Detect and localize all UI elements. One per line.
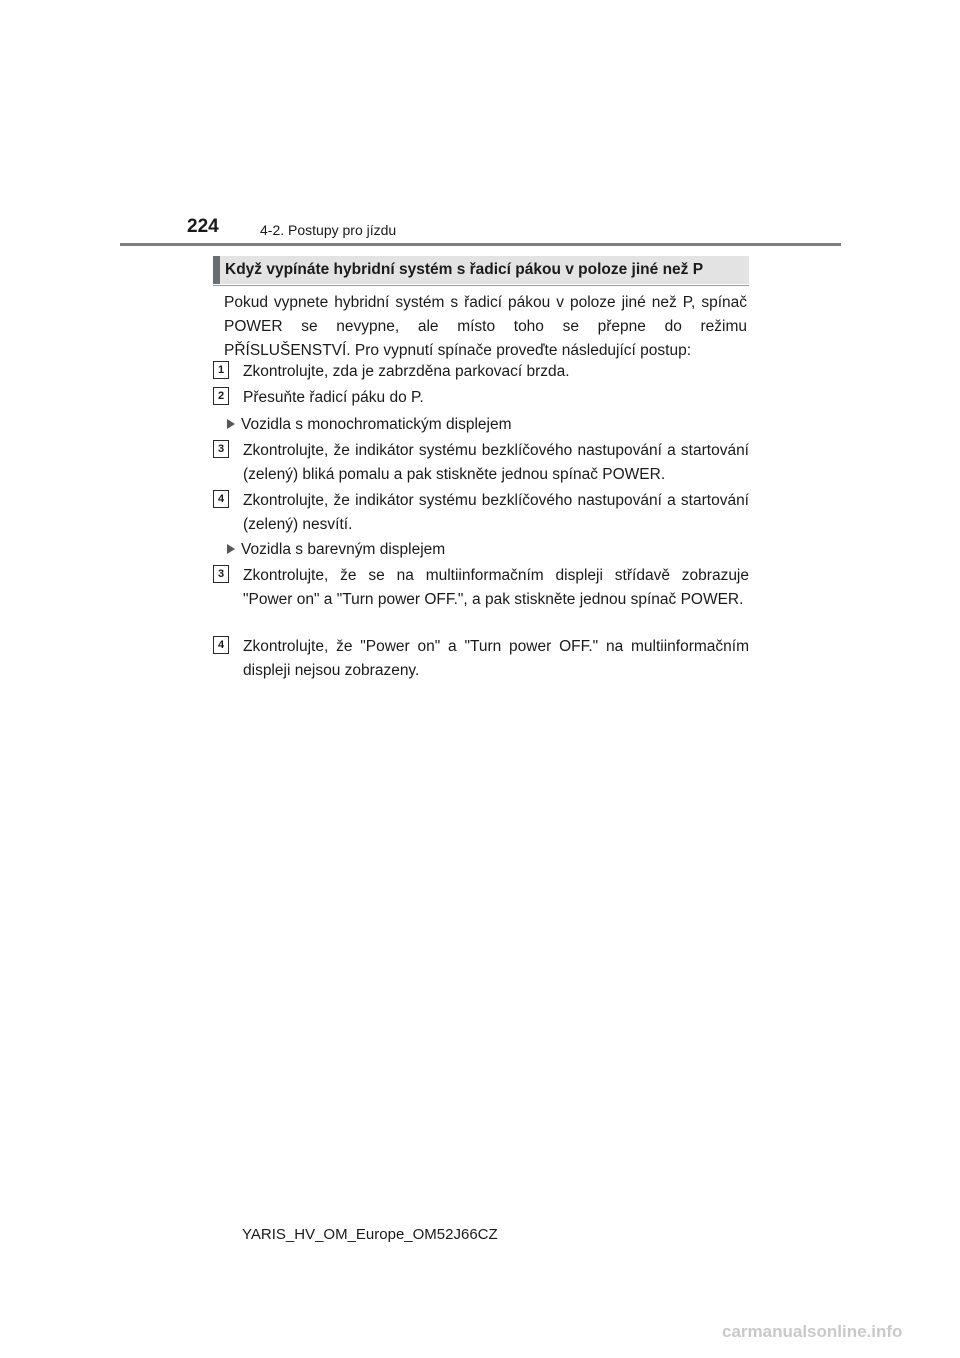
- step-number-badge: 2: [213, 387, 229, 405]
- step-number-badge: 1: [213, 361, 229, 379]
- step-text: Zkontrolujte, že indikátor systému bezklíčového nastupování a startování (zelený) bliká pomalu a pak stiskněte jednou spínač POWER.: [243, 442, 749, 483]
- step-text: Zkontrolujte, že "Power on" a "Turn power OFF." na multiinformačním displeji nejsou zobrazeny.: [243, 638, 749, 679]
- step-text: Přesuňte řadicí páku do P.: [243, 389, 424, 406]
- intro-paragraph: Pokud vypnete hybridní systém s řadicí pákou v poloze jiné než P, spínač POWER se nevypne, ale místo toho se přepne do režimu PŘÍSLUŠENSTVÍ. Pro vypnutí spínače proveďte následující postup:: [224, 294, 747, 359]
- topic-underline: [213, 285, 749, 286]
- variant-heading-color: [227, 538, 445, 562]
- document-footer-id: YARIS_HV_OM_Europe_OM52J66CZ: [242, 1226, 498, 1243]
- triangle-bullet-icon: [227, 544, 235, 554]
- variant-heading-mono: [227, 413, 512, 437]
- topic-title: Když vypínáte hybridní systém s řadicí pákou v poloze jiné než P: [225, 261, 704, 278]
- step-number-badge: 3: [213, 565, 229, 583]
- step-number-badge: 3: [213, 440, 229, 458]
- topic-marker: [213, 256, 220, 284]
- step-number-badge: 4: [213, 636, 229, 654]
- topic-heading-bar: [213, 256, 749, 284]
- header-divider: [120, 243, 841, 246]
- variant-label: Vozidla s monochromatickým displejem: [241, 416, 512, 433]
- variant-label: Vozidla s barevným displejem: [241, 541, 446, 558]
- watermark: carmanualsonline.info: [722, 1322, 903, 1341]
- step-number-badge: 4: [213, 490, 229, 508]
- page-number: 224: [187, 216, 219, 237]
- section-title: 4-2. Postupy pro jízdu: [260, 222, 397, 238]
- step-text: Zkontrolujte, zda je zabrzděna parkovací brzda.: [243, 363, 570, 380]
- step-text: Zkontrolujte, že se na multiinformačním displeji střídavě zobrazuje "Power on" a "Turn power OFF.", a pak stiskněte jednou spínač POWER.: [243, 567, 749, 608]
- triangle-bullet-icon: [227, 419, 235, 429]
- step-text: Zkontrolujte, že indikátor systému bezklíčového nastupování a startování (zelený) nesvítí.: [243, 492, 749, 533]
